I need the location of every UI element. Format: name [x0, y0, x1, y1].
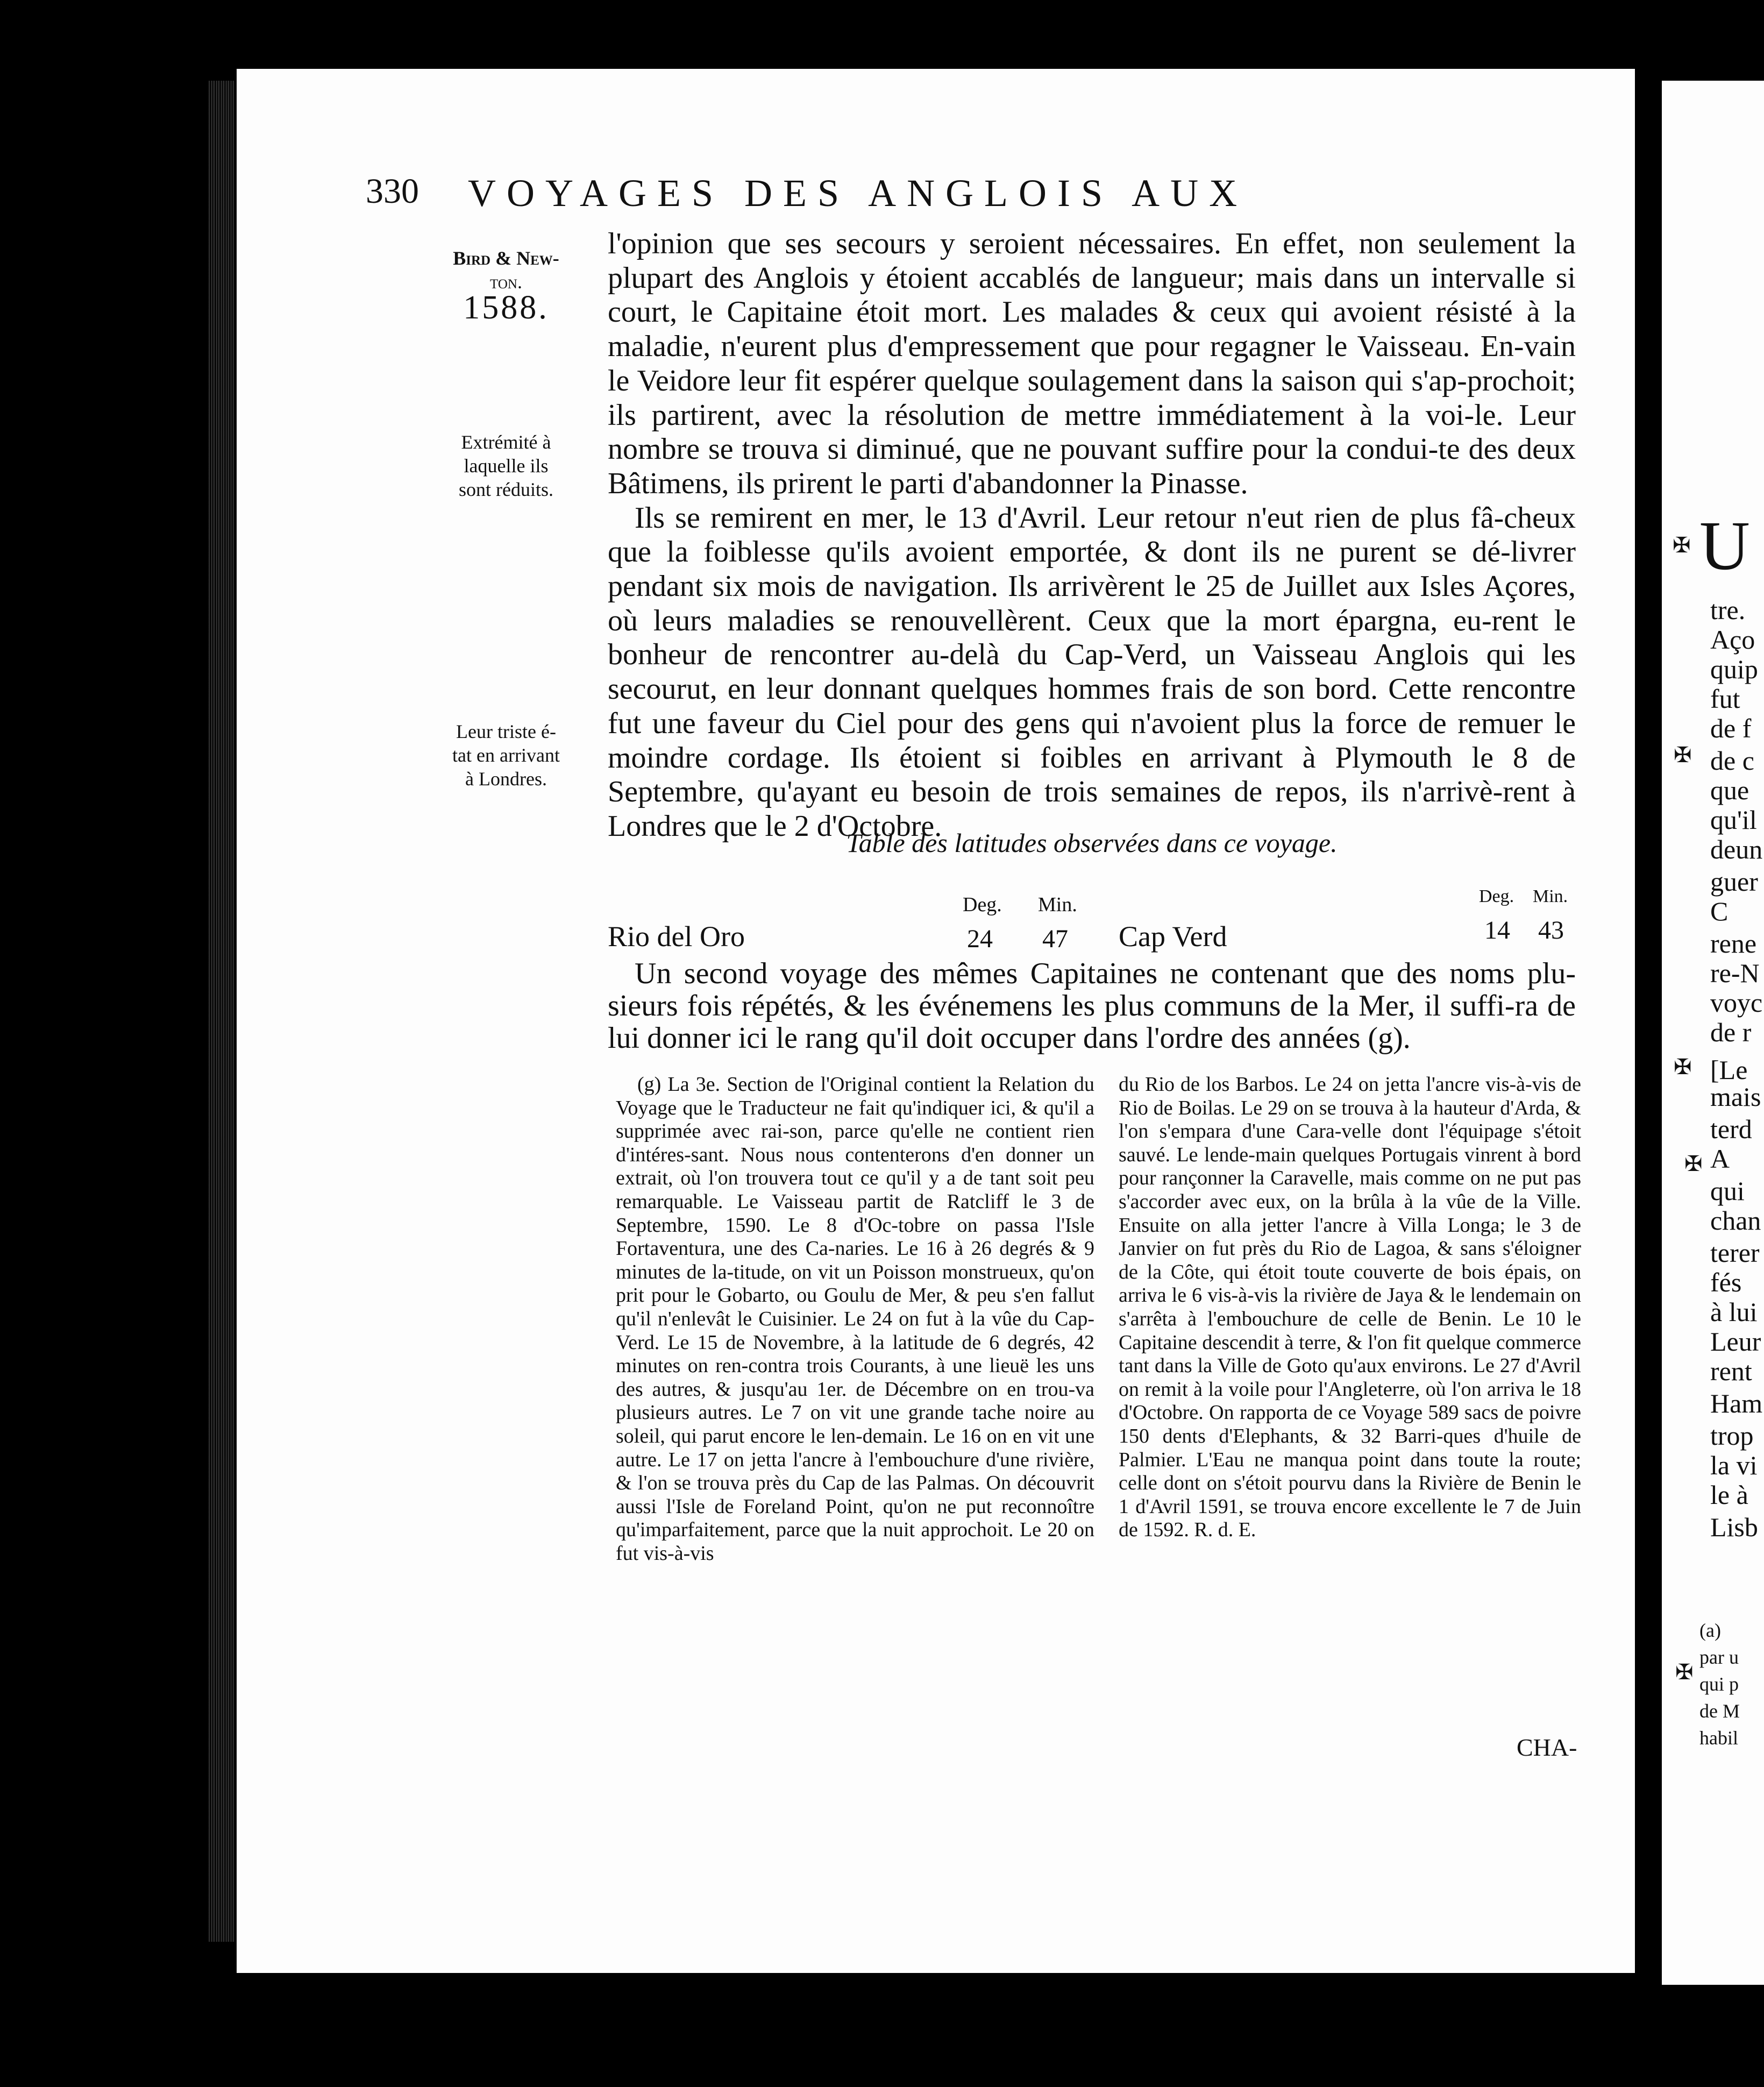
next-page-line: [Le [1710, 1055, 1748, 1085]
body-paragraph: Un second voyage des mêmes Capitaines ne contenant que des noms plu-sieurs fois répétés, & les événemens les plus communs de la Mer, il suffi-ra de lui donner ici le rang qu'il doit occuper dans l'ordre des années (g). [608, 957, 1576, 1055]
cross-mark-icon: ✠ [1675, 1660, 1694, 1684]
page-number: 330 [366, 172, 419, 211]
cross-mark-icon: ✠ [1674, 1055, 1692, 1079]
margin-note1-line2: laquelle ils [464, 455, 549, 477]
next-page-line: C [1710, 896, 1729, 926]
margin-note2-line1: Leur triste é- [456, 721, 556, 742]
cross-mark-icon: ✠ [1674, 743, 1692, 767]
next-page-line: deun [1710, 834, 1763, 864]
latitude-table-title: Table des latitudes observées dans ce voyage. [846, 828, 1338, 858]
table-cell-place: Cap Verd [1119, 920, 1227, 953]
next-page-line: à lui [1710, 1297, 1758, 1327]
footnote-text: (g) La 3e. Section de l'Original contient la Relation du Voyage que le Traducteur ne fait qu'indiquer ici, & qu'il a supprimée avec rai-son, parce qu'elle ne contient rien d'intéres-sant. Nous nous contenterons d'en donner un extrait, où l'on trouvera tout ce qu'il y a de tant soit peu remarquable. Le Vaisseau partit de Ratcliff le 3 de Septembre, 1590. Le 8 d'Oc-tobre on passa l'Isle Fortaventura, une des Ca-naries. Le 16 à 26 degrés & 9 minutes de la-titude, on vit un Poisson monstrueux, qu'on prit pour le Gobarto, ou Goulu de Mer, & peu s'en fallut qu'il n'enlevât le Cuisinier. Le 24 on fut à la vûe du Cap-Verd. Le 15 de Novembre, à la latitude de 6 degrés, 42 minutes on ren-contra trois Courants, à une lieuë les uns des autres, & jusqu'au 1er. de Décembre on en trou-va plusieurs autres. Le 7 on vit une grande tache noire au soleil, qui parut encore le len-demain. Le 16 on en vit une autre. Le 17 on jetta l'ancre à l'embouchure d'une rivière, & l'on se trouva près du Cap de las Palmas. On découvrit aussi l'Isle de Foreland Point, qu'on ne put reconnoître qu'imparfaitement, parce que la nuit approchoit. Le 20 on fut vis-à-vis [616, 1073, 1094, 1565]
margin-note2-line3: à Londres. [465, 768, 547, 790]
next-page-line: Aço [1710, 624, 1755, 655]
table-cell-deg: 24 [967, 925, 993, 953]
book-gutter [1635, 0, 1662, 2087]
page-header [366, 171, 1484, 219]
footnote-text: du Rio de los Barbos. Le 24 on jetta l'ancre vis-à-vis de Rio de Boilas. Le 29 on se trouva à la hauteur d'Arda, & l'on s'empara d'une Cara-velle dont l'équipage s'étoit sauvé. Le lende-main quelques Portugais vinrent à bord pour rançonner la Caravelle, mais comme on ne put pas s'accorder avec eux, on la brûla à la vûe de la Ville. Ensuite on alla jetter l'ancre à Villa Longa; le 3 de Janvier on fut près du Rio de Lagoa, & sans s'éloigner de la Côte, qui étoit toute couverte de bois épais, on arriva le 6 vis-à-vis la rivière de Jaya & le lendemain on s'arrêta à l'embouchure de celle de Benin. Le 10 le Capitaine descendit à terre, & l'on fit quelque commerce tant dans la Ville de Goto qu'aux environs. Le 27 d'Avril on remit à la voile pour l'Angleterre, où l'on arriva le 18 d'Octobre. On rapporta de ce Voyage 589 sacs de poivre 150 dents d'Elephants, & 32 Barri-ques d'huile de Palmier. L'Eau ne manqua point dans toute la route; celle dont on s'étoit pourvu dans la Rivière de Benin le 1 d'Avril 1591, se trouva encore excellente le 7 de Juin de 1592. R. d. E. [1119, 1073, 1581, 1542]
next-page-line: qui p [1699, 1673, 1739, 1695]
margin-voyage-label [444, 246, 568, 326]
table-header-deg: Deg. [1479, 886, 1514, 906]
next-page-line: qui [1710, 1176, 1745, 1206]
next-page-line: que [1710, 775, 1749, 805]
margin-note2-line2: tat en arrivant [452, 744, 560, 766]
next-page-line: terd [1710, 1114, 1752, 1144]
cross-mark-icon: ✠ [1684, 1152, 1703, 1176]
next-page-line: tre. [1710, 595, 1746, 625]
next-page-line: qu'il [1710, 805, 1757, 835]
next-page-line: A [1710, 1144, 1730, 1174]
margin-note1-line3: sont réduits. [459, 479, 553, 500]
second-voyage-text [608, 957, 1576, 1054]
table-cell-deg: 14 [1484, 916, 1510, 945]
margin-note-triste-etat [444, 720, 568, 791]
page-edges [209, 81, 234, 1942]
next-page-line: terer [1710, 1238, 1760, 1268]
table-cell-min: 43 [1538, 916, 1564, 945]
table-header-min: Min. [1038, 893, 1077, 916]
main-text [608, 227, 1576, 844]
next-page-line: rent [1710, 1356, 1752, 1386]
body-paragraph: Ils se remirent en mer, le 13 d'Avril. Leur retour n'eut rien de plus fâ-cheux que la foiblesse qu'ils avoient emportée, & dont ils ne purent se dé-livrer pendant six mois de navigation. Ils arrivèrent le 25 de Juillet aux Isles Açores, où leurs maladies se renouvellèrent. Ceux que la mort épargna, eu-rent le bonheur de rencontrer au-delà du Cap-Verd, un Vaisseau Anglois qui les secourut, en leur donnant quelques hommes frais de son bord. Cette rencontre fut une faveur du Ciel pour des gens qui n'avoient plus la force de remuer le moindre cordage. Ils étoient si foibles en arrivant à Plymouth le 8 de Septembre, qu'ayant eu besoin de trois semaines de repos, ils n'arrivè-rent à Londres que le 2 d'Octobre. [608, 501, 1576, 843]
table-cell-place: Rio del Oro [608, 920, 745, 953]
table-cell-min: 47 [1042, 925, 1068, 953]
next-page-line: chan [1710, 1205, 1761, 1236]
next-page-line: mais [1710, 1082, 1761, 1112]
next-page-line: de r [1710, 1017, 1752, 1047]
next-page-line: habil [1699, 1727, 1738, 1749]
next-page-line: Leur [1710, 1326, 1761, 1357]
next-page-line: de f [1710, 713, 1752, 743]
next-page-line: le à [1710, 1480, 1748, 1510]
next-page-line: quip [1710, 654, 1758, 684]
next-page-line: guer [1710, 867, 1758, 897]
next-page-line: Ham [1710, 1388, 1763, 1418]
table-header-min: Min. [1533, 886, 1568, 906]
margin-year: 1588. [463, 289, 549, 326]
book-spine [0, 0, 237, 2087]
catchword: CHA- [1517, 1734, 1577, 1761]
next-page-line: par u [1699, 1646, 1739, 1668]
next-page-line: fut [1710, 684, 1740, 714]
next-page-line: fés [1710, 1267, 1742, 1297]
next-page-line: re-N [1710, 958, 1760, 988]
next-page-line: trop [1710, 1421, 1754, 1451]
next-page-line: de c [1710, 746, 1754, 776]
latitude-table [608, 882, 1576, 957]
footnote-left-column [616, 1073, 1094, 1565]
cross-mark-icon: ✠ [1673, 533, 1691, 557]
footnote-right-column [1119, 1073, 1581, 1542]
voyage-label-line2: ton. [490, 271, 522, 293]
next-page-line: Lisb [1710, 1512, 1758, 1542]
table-header-deg: Deg. [963, 893, 1002, 916]
next-page-line: rene [1710, 928, 1757, 959]
margin-note-extremite [444, 430, 568, 501]
margin-note1-line1: Extrémité à [461, 431, 551, 453]
next-page-line: la vi [1710, 1450, 1758, 1480]
next-page-line: (a) [1699, 1620, 1721, 1641]
running-title: VOYAGES DES ANGLOIS AUX [468, 172, 1248, 215]
drop-cap: U [1699, 507, 1750, 585]
body-paragraph: l'opinion que ses secours y seroient nécessaires. En effet, non seulement la plupart des Anglois y étoient accablés de langueur; mais dans un intervalle si court, le Capitaine étoit mort. Les malades & ceux qui avoient résisté à la maladie, n'eurent plus d'empressement que pour regagner le Vaisseau. En-vain le Veidore leur fit espérer quelque soulagement dans la saison qui s'ap-prochoit; ils partirent, avec la résolution de mettre immédiatement à la voi-le. Leur nombre se trouva si diminué, que ne pouvant suffire pour la condui-te des deux Bâtimens, ils prirent le parti d'abandonner la Pinasse. [608, 227, 1576, 500]
next-page-line: de M [1699, 1700, 1740, 1722]
next-page-line: voyc [1710, 988, 1763, 1018]
voyage-label-line1: Bird & New- [453, 247, 559, 269]
